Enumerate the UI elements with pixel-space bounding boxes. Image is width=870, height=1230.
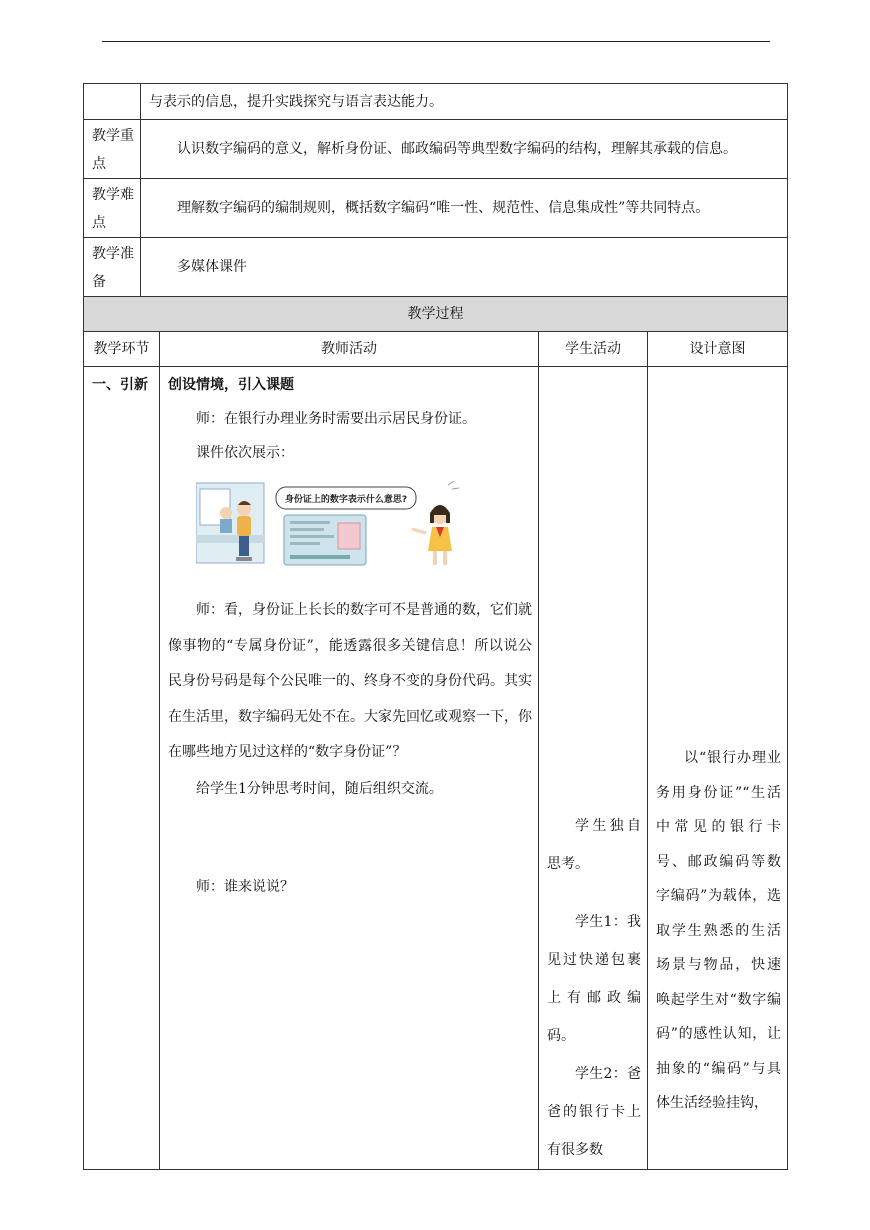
continuation-row <box>84 84 788 120</box>
preparation-row <box>84 238 788 297</box>
difficulties-label: 教学难点 <box>84 179 141 238</box>
key-points-label: 教学重点 <box>84 120 141 179</box>
teacher-p4: 给学生1分钟思考时间，随后组织交流。 <box>196 780 443 797</box>
continuation-text: 与表示的信息，提升实践探究与语言表达能力。 <box>141 84 788 120</box>
teacher-p5: 师：谁来说说？ <box>196 878 294 895</box>
preparation-label: 教学准备 <box>84 238 141 297</box>
lesson-plan-table <box>83 83 788 1170</box>
header-student: 学生活动 <box>539 332 648 367</box>
process-row-intro <box>84 367 788 1170</box>
key-points-text: 认识数字编码的意义，解析身份证、邮政编码等典型数字编码的结构，理解其承载的信息。 <box>141 120 788 179</box>
process-title-row <box>84 297 788 332</box>
stage-label: 一、引新 <box>84 367 160 1170</box>
header-stage: 教学环节 <box>84 332 160 367</box>
id-card-illustration <box>196 475 468 575</box>
design-intent-cell <box>648 367 788 1170</box>
design-intent-text: 以“银行办理业务用身份证”“生活中常见的银行卡号、邮政编码等数字编码”为载体，选取学生熟悉的生活场景与物品，快速唤起学生对“数字编码”的感性认知，让抽象的“编码”与具体生活经验挂钩， <box>656 750 781 1111</box>
empty-label-cell <box>84 84 141 120</box>
key-points-row <box>84 120 788 179</box>
student-s1: 学生独自思考。 <box>547 818 641 872</box>
bubble-text: 身份证上的数字表示什么意思? <box>284 495 408 505</box>
student-s3: 学生2：爸爸的银行卡上有很多数 <box>547 1066 641 1158</box>
header-intent: 设计意图 <box>648 332 788 367</box>
header-teacher: 教师活动 <box>160 332 539 367</box>
difficulties-row <box>84 179 788 238</box>
teacher-heading: 创设情境，引入课题 <box>168 377 294 393</box>
header-rule <box>102 41 770 42</box>
difficulties-text: 理解数字编码的编制规则，概括数字编码“唯一性、规范性、信息集成性”等共同特点。 <box>141 179 788 238</box>
student-s2: 学生1：我见过快递包裹上有邮政编码。 <box>547 914 641 1044</box>
process-title: 教学过程 <box>84 297 788 332</box>
preparation-text: 多媒体课件 <box>141 238 788 297</box>
student-activity-cell <box>539 367 648 1170</box>
teacher-p3: 师：看，身份证上长长的数字可不是普通的数，它们就像事物的“专属身份证”，能透露很多关键信息！所以说公民身份号码是每个公民唯一的、终身不变的身份代码。其实在生活里，数字编码无处不在。大家先回忆或观察一下，你在哪些地方见过这样的“数字身份证”？ <box>168 602 532 760</box>
process-header-row <box>84 332 788 367</box>
teacher-p1: 师：在银行办理业务时需要出示居民身份证。 <box>196 411 476 427</box>
teacher-activity-cell <box>160 367 539 1170</box>
teacher-p2: 课件依次展示： <box>196 445 294 461</box>
